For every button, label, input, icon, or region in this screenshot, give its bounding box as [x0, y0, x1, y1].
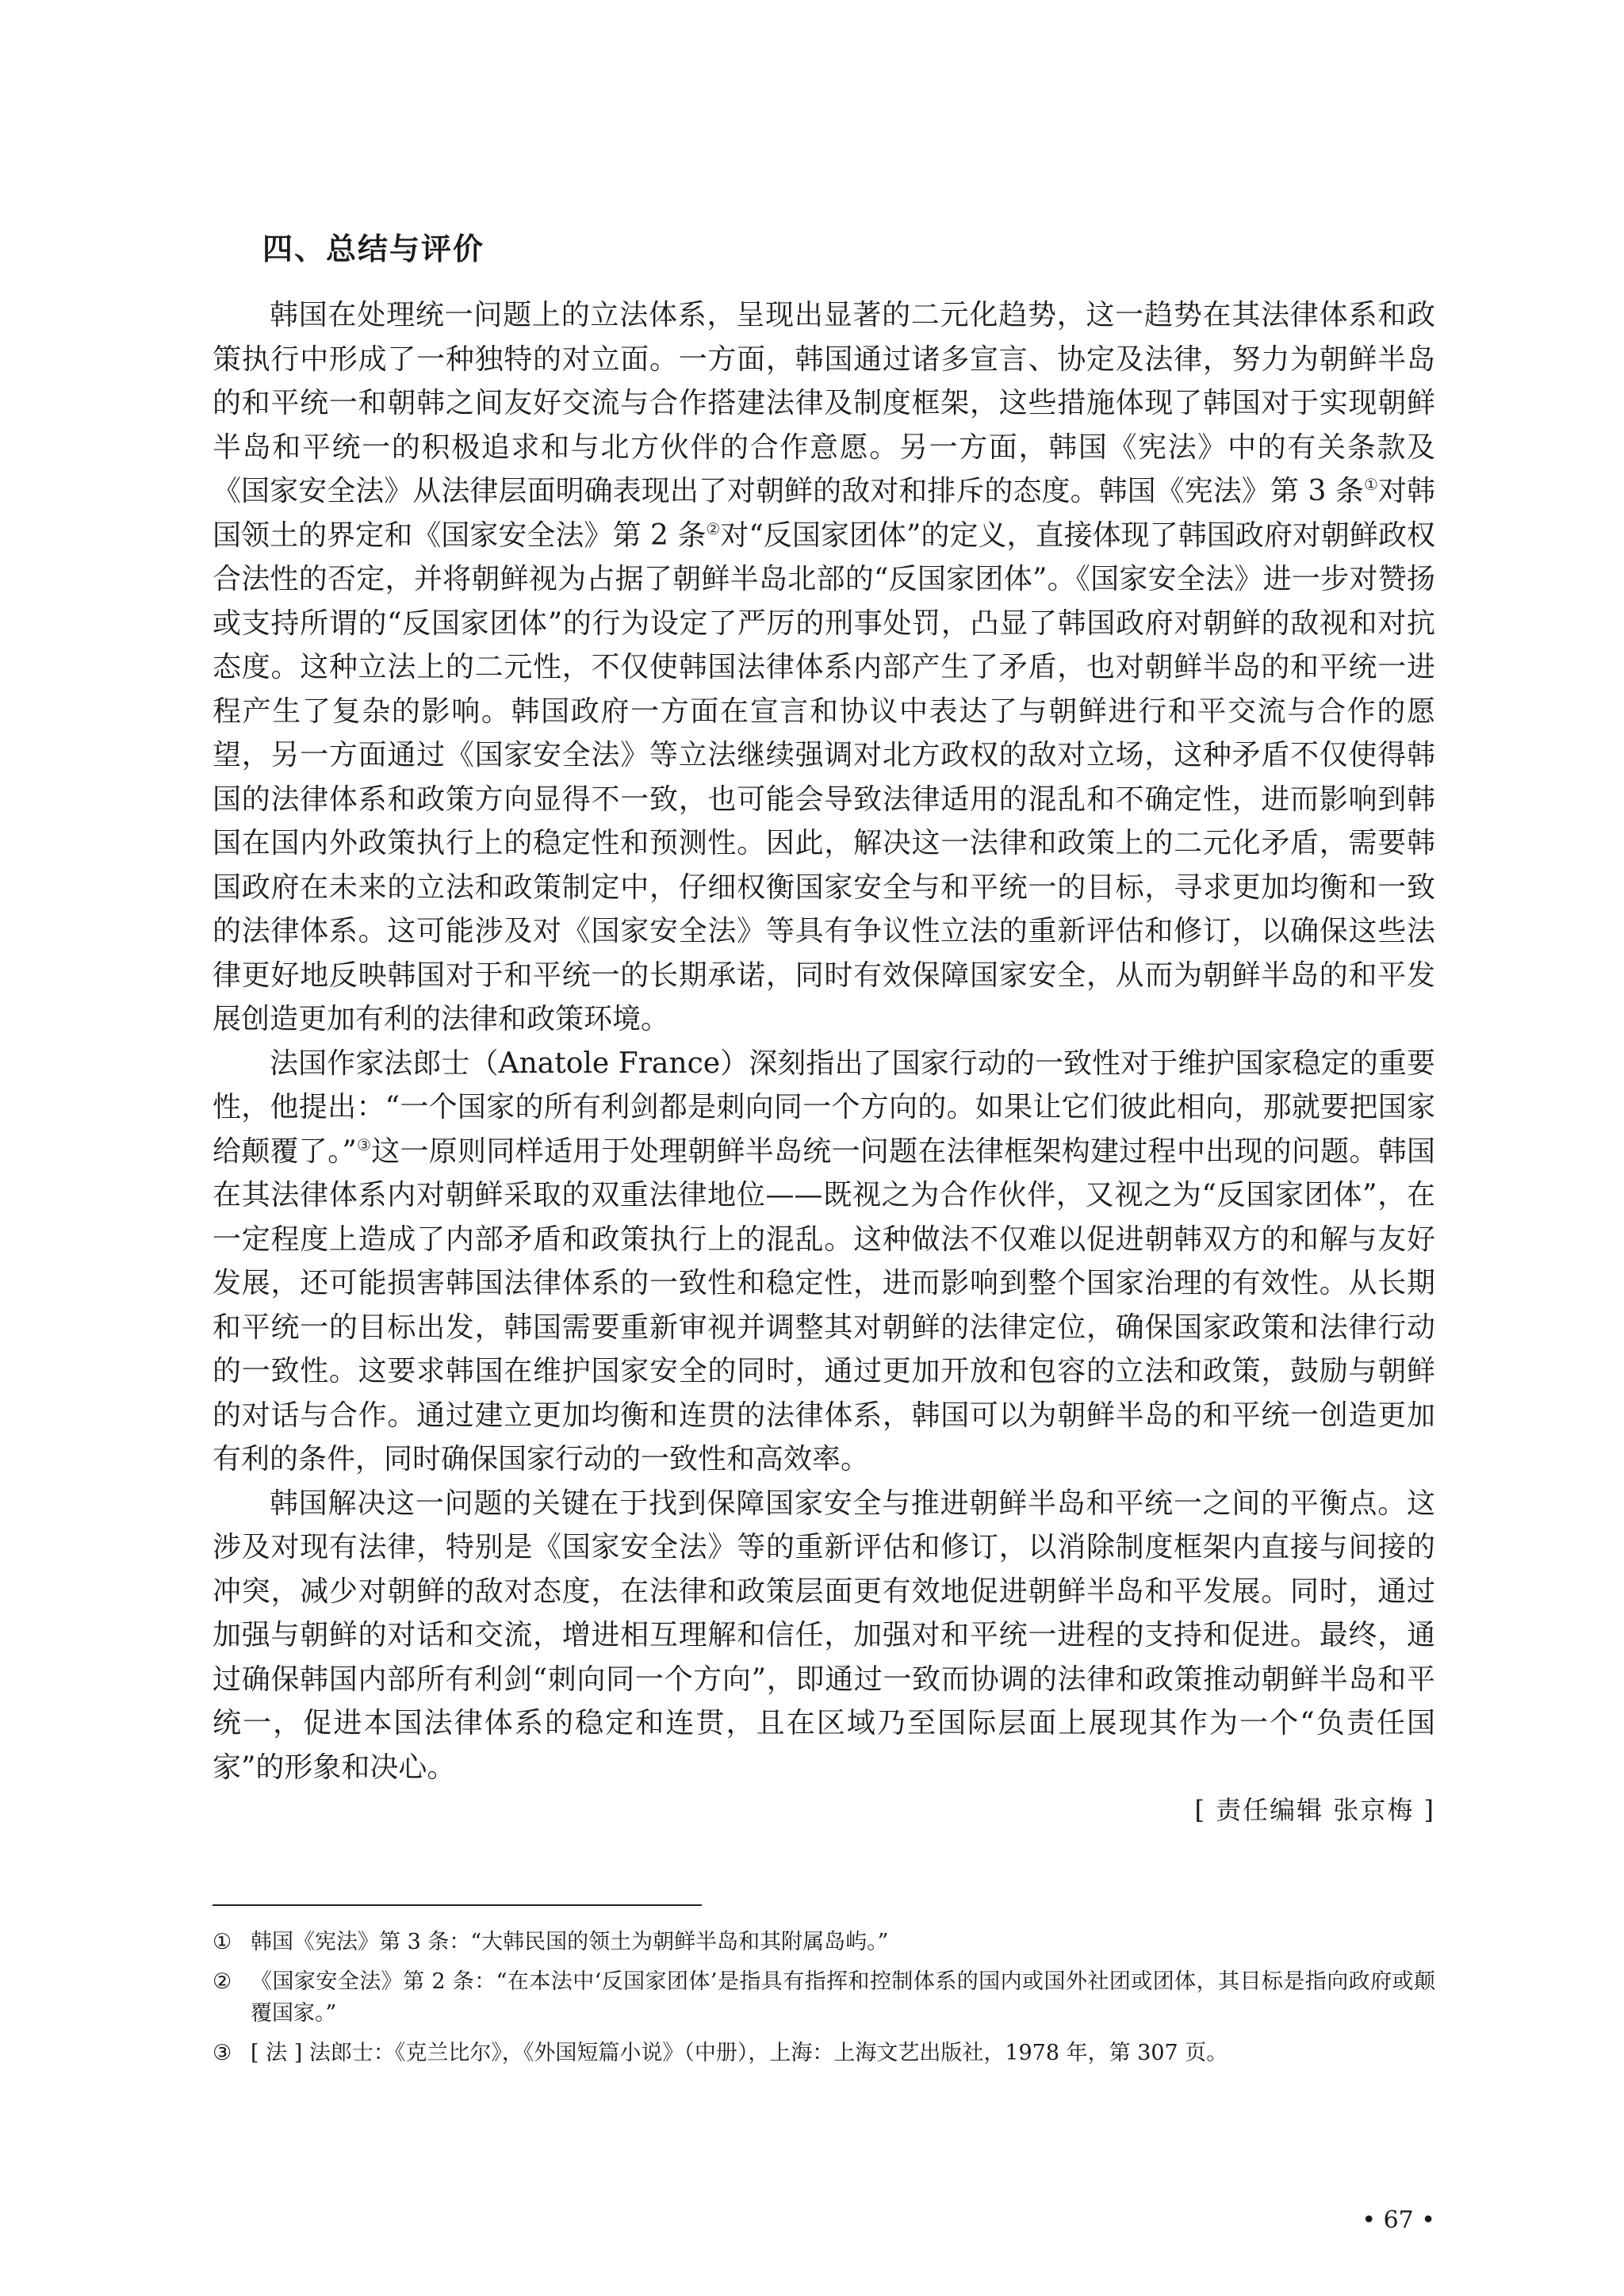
paragraph-1 [213, 293, 1435, 1042]
body-text [213, 293, 1435, 1789]
paragraph-2-part-1: 法国作家法郎士（Anatole France）深刻指出了国家行动的一致性对于维护国家稳定的重要性，他提出：“一个国家的所有利剑都是刺向同一个方向的。如果让它们彼此相向，那就要把国家给颠覆了。” [213, 1047, 1435, 1168]
paragraph-1-part-3: 对“反国家团体”的定义，直接体现了韩国政府对朝鲜政权合法性的否定，并将朝鲜视为占据了朝鲜半岛北部的“反国家团体”。《国家安全法》进一步对赞扬或支持所谓的“反国家团体”的行为设定了严厉的刑事处罚，凸显了韩国政府对朝鲜的敌视和对抗态度。这种立法上的二元性，不仅使韩国法律体系内部产生了矛盾，也对朝鲜半岛的和平统一进程产生了复杂的影响。韩国政府一方面在宣言和协议中表达了与朝鲜进行和平交流与合作的愿望，另一方面通过《国家安全法》等立法继续强调对北方政权的敌对立场，这种矛盾不仅使得韩国的法律体系和政策方向显得不一致，也可能会导致法律适用的混乱和不确定性，进而影响到韩国在国内外政策执行上的稳定性和预测性。因此，解决这一法律和政策上的二元化矛盾，需要韩国政府在未来的立法和政策制定中，仔细权衡国家安全与和平统一的目标，寻求更加均衡和一致的法律体系。这可能涉及对《国家安全法》等具有争议性立法的重新评估和修订，以确保这些法律更好地反映韩国对于和平统一的长期承诺，同时有效保障国家安全，从而为朝鲜半岛的和平发展创造更加有利的法律和政策环境。 [213, 519, 1435, 1035]
footnote-mark: ③ [213, 2041, 232, 2065]
paragraph-3-part-1: 韩国解决这一问题的关键在于找到保障国家安全与推进朝鲜半岛和平统一之间的平衡点。这涉及对现有法律，特别是《国家安全法》等的重新评估和修订，以消除制度框架内直接与间接的冲突，减少对朝鲜的敌对态度，在法律和政策层面更有效地促进朝鲜半岛和平发展。同时，通过加强与朝鲜的对话和交流，增进相互理解和信任，加强对和平统一进程的支持和促进。最终，通过确保韩国内部所有利剑“刺向同一个方向”，即通过一致而协调的法律和政策推动朝鲜半岛和平统一，促进本国法律体系的稳定和连贯，且在区域乃至国际层面上展现其作为一个“负责任国家”的形象和决心。 [213, 1487, 1435, 1784]
paragraph-2 [213, 1042, 1435, 1482]
paragraph-2-part-2: 这一原则同样适用于处理朝鲜半岛统一问题在法律框架构建过程中出现的问题。韩国在其法律体系内对朝鲜采取的双重法律地位——既视之为合作伙伴，又视之为“反国家团体”，在一定程度上造成了内部矛盾和政策执行上的混乱。这种做法不仅难以促进朝韩双方的和解与友好发展，还可能损害韩国法律体系的一致性和稳定性，进而影响到整个国家治理的有效性。从长期和平统一的目标出发，韩国需要重新审视并调整其对朝鲜的法律定位，确保国家政策和法律行动的一致性。这要求韩国在维护国家安全的同时，通过更加开放和包容的立法和政策，鼓励与朝鲜的对话与合作。通过建立更加均衡和连贯的法律体系，韩国可以为朝鲜半岛的和平统一创造更加有利的条件，同时确保国家行动的一致性和高效率。 [213, 1135, 1435, 1475]
footnote-ref-2[interactable]: ② [706, 519, 721, 538]
footnote-2 [213, 1966, 1435, 2030]
page-number: • 67 • [1362, 2206, 1435, 2234]
paragraph-1-part-2: 对韩国领土的界定和《国家安全法》第 2 条 [213, 475, 1435, 552]
footnote-ref-3[interactable]: ③ [356, 1135, 372, 1154]
footnote-ref-1[interactable]: ① [1363, 475, 1378, 494]
footnote-text: [ 法 ] 法郎士：《克兰比尔》，《外国短篇小说》（中册），上海：上海文艺出版社，1978 年，第 307 页。 [251, 2041, 1228, 2065]
footnote-text: 韩国《宪法》第 3 条：“大韩民国的领土为朝鲜半岛和其附属岛屿。” [251, 1930, 889, 1954]
paragraph-1-part-1: 韩国在处理统一问题上的立法体系，呈现出显著的二元化趋势，这一趋势在其法律体系和政策执行中形成了一种独特的对立面。一方面，韩国通过诸多宣言、协定及法律，努力为朝鲜半岛的和平统一和朝韩之间友好交流与合作搭建法律及制度框架，这些措施体现了韩国对于实现朝鲜半岛和平统一的积极追求和与北方伙伴的合作意愿。另一方面，韩国《宪法》中的有关条款及《国家安全法》从法律层面明确表现出了对朝鲜的敌对和排斥的态度。韩国《宪法》第 3 条 [213, 299, 1435, 507]
editor-note: [ 责任编辑 张京梅 ] [1194, 1795, 1435, 1825]
footnote-mark: ② [213, 1969, 232, 1994]
footnote-1 [213, 1927, 1435, 1958]
section-heading: 四、总结与评价 [262, 232, 485, 266]
footnote-text: 《国家安全法》第 2 条：“在本法中‘反国家团体’是指具有指挥和控制体系的国内或国外社团或团体，其目标是指向政府或颠覆国家。” [251, 1969, 1435, 2026]
footnote-divider [213, 1904, 702, 1906]
footnotes [213, 1927, 1435, 2077]
footnote-3 [213, 2038, 1435, 2069]
footnote-mark: ① [213, 1930, 232, 1954]
paragraph-3 [213, 1482, 1435, 1790]
